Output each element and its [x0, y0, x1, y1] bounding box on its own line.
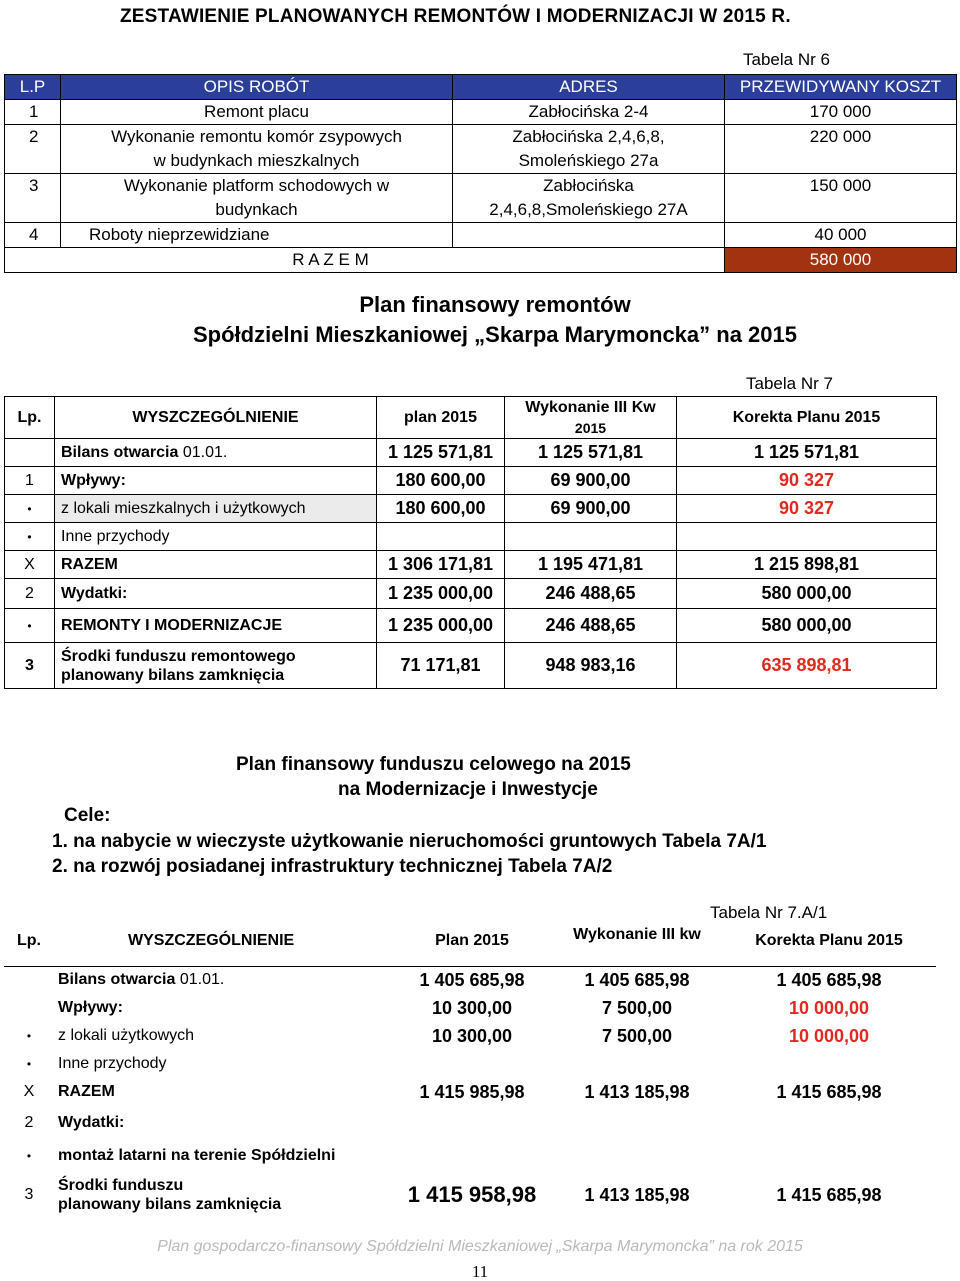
row-lp: X	[23, 1083, 35, 1100]
bullet-icon: •	[5, 495, 55, 523]
page-footer: Plan gospodarczo-finansowy Spółdzielni Mieszkaniowej „Skarpa Marymoncka” na rok 2015	[157, 1238, 803, 1255]
row-lp	[5, 439, 55, 467]
row-desc	[54, 1172, 392, 1218]
row-plan	[392, 1106, 552, 1140]
desc-line: Wykonanie platform schodowych w	[123, 176, 390, 195]
row-plan: 10 300,00	[431, 997, 513, 1018]
bullet-icon: •	[26, 1029, 32, 1043]
desc-line: planowany bilans zamknięcia	[61, 666, 285, 684]
table7a-label: Tabela Nr 7.A/1	[710, 903, 828, 922]
addr-line: Smoleńskiego 27a	[518, 151, 659, 170]
row-exec: 1 413 185,98	[584, 1081, 690, 1102]
header-corr: Korekta Planu 2015	[677, 397, 937, 439]
row-desc: Wpływy:	[55, 467, 377, 495]
table7-financial-plan	[4, 396, 937, 689]
row-desc: montaż latarni na terenie Spółdzielni	[58, 1147, 336, 1164]
header-lp: Lp.	[17, 932, 41, 949]
row-corr: 1 415 685,98	[776, 1184, 882, 1205]
desc-line: Wykonanie remontu komór zsypowych	[111, 127, 402, 146]
document-title: ZESTAWIENIE PLANOWANYCH REMONTÓW I MODERNIZACJI W 2015 R.	[120, 6, 791, 27]
row-desc	[55, 643, 377, 689]
table-row	[5, 579, 937, 609]
table-row	[4, 1078, 936, 1106]
table6-total-row	[5, 248, 957, 273]
desc-main: Bilans otwarcia	[58, 971, 176, 989]
row-lp: 3	[5, 174, 61, 223]
addr-line: Zabłocińska	[543, 176, 634, 195]
page-number: 11	[471, 1262, 489, 1281]
row-plan: 180 600,00	[377, 467, 505, 495]
fund-title-line2: na Modernizacje i Inwestycje	[338, 779, 598, 800]
table-row	[5, 439, 937, 467]
row-desc: REMONTY I MODERNIZACJE	[55, 609, 377, 643]
row-desc: Inne przychody	[58, 1055, 167, 1072]
row-corr: 10 000,00	[788, 1025, 870, 1046]
row-exec: 1 413 185,98	[584, 1184, 690, 1205]
addr-line: 2,4,6,8,Smoleńskiego 27A	[489, 200, 688, 219]
row-corr: 1 125 571,81	[677, 439, 937, 467]
table6-renovations	[4, 74, 957, 273]
plan-title-line2: Spółdzielni Mieszkaniowej „Skarpa Marymoncka” na 2015	[192, 322, 797, 347]
goals-label: Cele:	[64, 805, 111, 826]
table7a-investment-plan	[4, 926, 936, 1218]
row-desc	[54, 966, 392, 994]
row-desc: RAZEM	[58, 1083, 115, 1100]
row-lp: 2	[5, 579, 55, 609]
row-plan: 1 415 985,98	[419, 1081, 525, 1102]
row-desc	[61, 174, 453, 223]
row-plan: 71 171,81	[377, 643, 505, 689]
row-lp: 2	[24, 1114, 34, 1131]
row-desc: z lokali użytkowych	[58, 1027, 195, 1044]
table-row	[5, 609, 937, 643]
row-lp: 3	[5, 643, 55, 689]
table-row	[4, 1172, 936, 1218]
row-desc: Wpływy:	[58, 999, 123, 1016]
row-lp: 3	[24, 1186, 34, 1203]
desc-line: Środki funduszu remontowego	[61, 647, 296, 665]
header-exec-line2: 2015	[574, 419, 607, 436]
table-row	[5, 495, 937, 523]
row-corr: 10 000,00	[788, 997, 870, 1018]
row-desc: Wydatki:	[55, 579, 377, 609]
row-lp: 1	[5, 100, 61, 125]
row-exec	[552, 1140, 722, 1172]
row-exec: 948 983,16	[505, 643, 677, 689]
row-exec: 1 405 685,98	[584, 969, 690, 990]
row-cost: 220 000	[725, 125, 957, 174]
row-addr	[453, 100, 725, 125]
row-plan: 1 415 958,98	[407, 1182, 537, 1207]
row-corr	[677, 523, 937, 551]
row-lp: 2	[5, 125, 61, 174]
row-lp: 1	[5, 467, 55, 495]
header-lp: Lp.	[5, 397, 55, 439]
desc-line: Remont placu	[204, 102, 309, 121]
bullet-icon: •	[26, 1149, 32, 1163]
row-exec: 1 195 471,81	[505, 551, 677, 579]
row-corr: 1 415 685,98	[776, 1081, 882, 1102]
fund-title-line1: Plan finansowy funduszu celowego na 2015	[236, 754, 631, 775]
row-exec: 7 500,00	[601, 1025, 673, 1046]
row-exec	[552, 1106, 722, 1140]
table6-header-cost: PRZEWIDYWANY KOSZT	[725, 75, 957, 100]
row-cost: 170 000	[725, 100, 957, 125]
header-desc: WYSZCZEGÓLNIENIE	[55, 397, 377, 439]
row-desc: Roboty nieprzewidziane	[61, 223, 453, 248]
header-desc: WYSZCZEGÓLNIENIE	[128, 932, 295, 949]
header-exec: Wykonanie III kw	[573, 926, 701, 943]
row-plan: 1 235 000,00	[377, 579, 505, 609]
total-value: 580 000	[725, 248, 957, 273]
desc-suffix: 01.01.	[178, 443, 228, 461]
row-corr: 580 000,00	[677, 579, 937, 609]
table7-label: Tabela Nr 7	[746, 374, 833, 393]
row-exec: 246 488,65	[505, 609, 677, 643]
row-desc: RAZEM	[55, 551, 377, 579]
addr-line: Zabłocińska 2-4	[528, 102, 649, 121]
row-desc: z lokali mieszkalnych i użytkowych	[55, 495, 377, 523]
table-row	[5, 100, 957, 125]
desc-line: Środki funduszu	[58, 1177, 184, 1194]
row-exec: 69 900,00	[505, 495, 677, 523]
table-row	[5, 551, 937, 579]
row-corr: 580 000,00	[677, 609, 937, 643]
row-corr	[722, 1050, 936, 1078]
table-row	[4, 994, 936, 1022]
table-row	[4, 966, 936, 994]
table-row	[4, 1106, 936, 1140]
row-exec	[552, 1050, 722, 1078]
divider	[4, 956, 936, 966]
row-exec: 7 500,00	[601, 997, 673, 1018]
row-corr: 635 898,81	[677, 643, 937, 689]
row-corr	[722, 1140, 936, 1172]
row-desc: Wydatki:	[58, 1114, 125, 1131]
row-exec: 1 125 571,81	[505, 439, 677, 467]
addr-line: Zabłocińska 2,4,6,8,	[512, 127, 665, 146]
goal-2: 2. na rozwój posiadanej infrastruktury technicznej Tabela 7A/2	[52, 856, 613, 877]
table6-header-lp: L.P	[5, 75, 61, 100]
row-plan: 1 405 685,98	[419, 969, 525, 990]
row-plan: 1 125 571,81	[377, 439, 505, 467]
row-addr	[453, 223, 725, 248]
table6-header-addr: ADRES	[453, 75, 725, 100]
desc-line: w budynkach mieszkalnych	[153, 151, 360, 170]
desc-line: budynkach	[215, 200, 298, 219]
row-plan: 1 306 171,81	[377, 551, 505, 579]
row-desc	[55, 439, 377, 467]
row-plan: 1 235 000,00	[377, 609, 505, 643]
table-row	[5, 174, 957, 223]
header-plan: plan 2015	[377, 397, 505, 439]
row-plan	[392, 1140, 552, 1172]
header-exec	[505, 397, 677, 439]
row-corr: 1 215 898,81	[677, 551, 937, 579]
row-desc	[61, 100, 453, 125]
row-addr	[453, 174, 725, 223]
table7a-header-row	[4, 926, 936, 956]
row-plan: 180 600,00	[377, 495, 505, 523]
bullet-icon: •	[26, 1057, 32, 1071]
table-row	[5, 523, 937, 551]
table6-label: Tabela Nr 6	[743, 50, 830, 69]
bullet-icon: •	[5, 609, 55, 643]
row-addr	[453, 125, 725, 174]
table-row	[5, 643, 937, 689]
table-row	[5, 223, 957, 248]
row-exec: 246 488,65	[505, 579, 677, 609]
desc-line: planowany bilans zamknięcia	[58, 1196, 282, 1213]
row-cost: 150 000	[725, 174, 957, 223]
total-label: R A Z E M	[5, 248, 725, 273]
row-corr: 1 405 685,98	[776, 969, 882, 990]
table-row	[5, 125, 957, 174]
row-corr: 90 327	[677, 495, 937, 523]
desc-main: Bilans otwarcia	[61, 443, 179, 461]
table6-header-desc: OPIS ROBÓT	[61, 75, 453, 100]
table6-header-row	[5, 75, 957, 100]
header-plan: Plan 2015	[435, 932, 509, 949]
row-plan	[392, 1050, 552, 1078]
row-desc	[61, 125, 453, 174]
row-corr	[722, 1106, 936, 1140]
table-row	[4, 1140, 936, 1172]
row-lp	[4, 966, 54, 994]
row-plan: 10 300,00	[431, 1025, 513, 1046]
header-corr: Korekta Planu 2015	[755, 932, 903, 949]
row-plan	[377, 523, 505, 551]
row-lp: 4	[5, 223, 61, 248]
row-lp	[4, 994, 54, 1022]
row-corr: 90 327	[677, 467, 937, 495]
bullet-icon: •	[5, 523, 55, 551]
row-exec: 69 900,00	[505, 467, 677, 495]
row-exec	[505, 523, 677, 551]
desc-suffix: 01.01.	[175, 971, 225, 989]
row-desc: Inne przychody	[55, 523, 377, 551]
table-row	[4, 1050, 936, 1078]
goal-1: 1. na nabycie w wieczyste użytkowanie nieruchomości gruntowych Tabela 7A/1	[52, 831, 767, 852]
table-row	[5, 467, 937, 495]
plan-title-line1: Plan finansowy remontów	[359, 292, 631, 317]
table7-header-row	[5, 397, 937, 439]
table-row	[4, 1022, 936, 1050]
row-cost: 40 000	[725, 223, 957, 248]
header-exec-line1: Wykonanie III Kw	[525, 398, 656, 416]
row-lp: X	[5, 551, 55, 579]
